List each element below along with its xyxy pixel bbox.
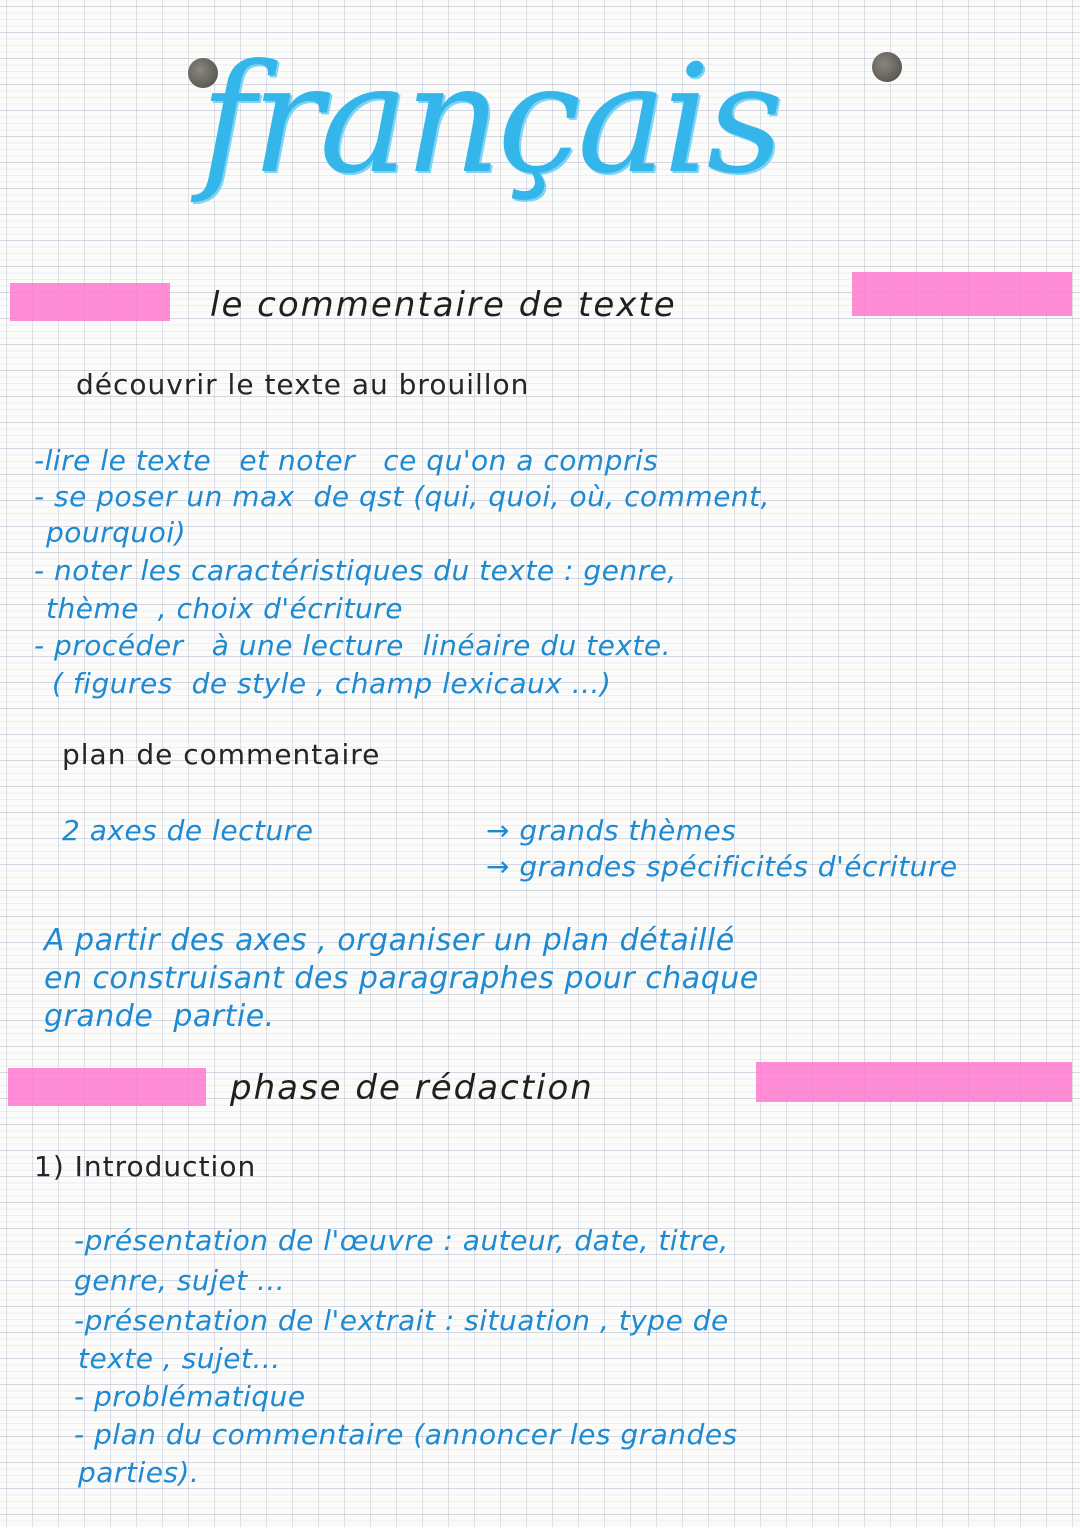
arrow-item: → grands thèmes (486, 814, 737, 847)
list-item: - noter les caractéristiques du texte : genre, (34, 554, 677, 587)
list-item: - procéder à une lecture linéaire du texte. (34, 629, 672, 662)
paragraph-line: A partir des axes , organiser un plan détaillé (44, 923, 735, 958)
section-heading-redaction: phase de rédaction (230, 1068, 594, 1108)
highlight-bar-right-2 (756, 1062, 1072, 1102)
subheading-introduction: 1) Introduction (34, 1150, 257, 1183)
list-item: thème , choix d'écriture (46, 592, 403, 625)
list-item: - plan du commentaire (annoncer les grandes (74, 1418, 738, 1451)
paragraph-line: en construisant des paragraphes pour chaque (44, 961, 759, 996)
subheading-plan: plan de commentaire (62, 738, 381, 771)
list-item: genre, sujet ... (74, 1264, 286, 1297)
highlight-bar-right (852, 272, 1072, 316)
highlight-bar-left-2 (8, 1068, 206, 1106)
list-item: -lire le texte et noter ce qu'on a compris (34, 444, 659, 477)
subheading-brouillon: découvrir le texte au brouillon (76, 368, 530, 401)
list-item: pourquoi) (46, 516, 187, 549)
page-title: français (200, 33, 780, 207)
highlight-bar-left (10, 283, 170, 321)
axes-label: 2 axes de lecture (62, 814, 314, 847)
paragraph-line: grande partie. (44, 999, 275, 1034)
arrow-item: → grandes spécificités d'écriture (486, 850, 958, 883)
list-item: texte , sujet... (78, 1342, 281, 1375)
list-item: parties). (78, 1456, 200, 1489)
list-item: - se poser un max de qst (qui, quoi, où, comment, (34, 480, 771, 513)
section-heading-commentaire: le commentaire de texte (210, 285, 677, 325)
list-item: -présentation de l'extrait : situation , type de (74, 1304, 729, 1337)
list-item: ( figures de style , champ lexicaux ...) (52, 667, 612, 700)
list-item: - problématique (74, 1380, 306, 1413)
list-item: -présentation de l'œuvre : auteur, date, titre, (74, 1224, 729, 1257)
